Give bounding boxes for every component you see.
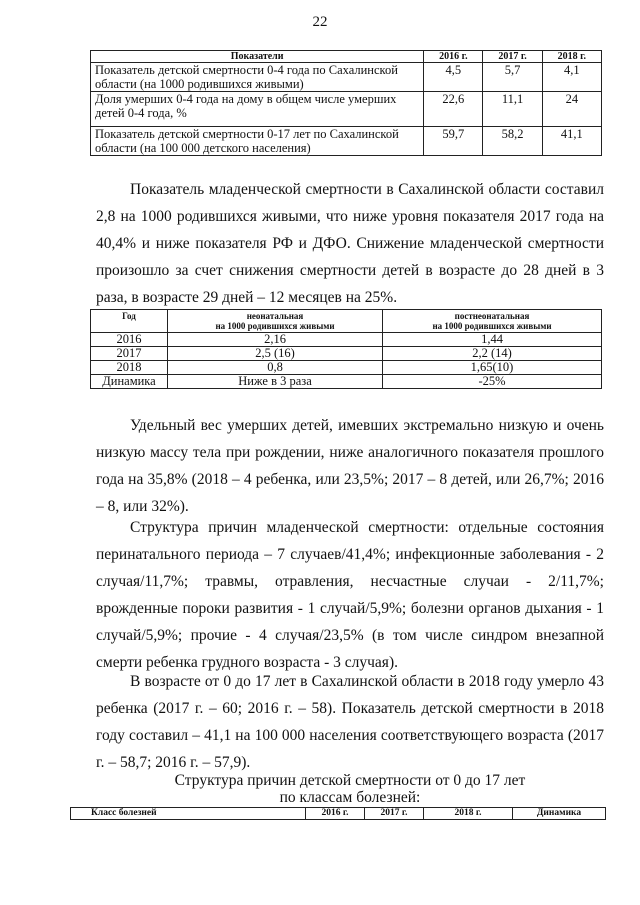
cell-year: 2018 [91, 361, 168, 375]
cell-year: Динамика [91, 375, 168, 389]
paragraph-text: Показатель младенческой смертности в Сахалинской области составил 2,8 на 1000 родившихся живыми, что ниже уровня показателя 2017 года на 40,4% и ниже показателя РФ и ДФО. Снижение младенческой смертности произошло за счет снижения смертности детей в возрасте до 28 дней в 3 раза, в возрасте 29 дней – 12 месяцев на 25%. [96, 181, 604, 306]
table-row [91, 375, 602, 389]
cell-2017: 58,2 [483, 127, 542, 156]
cell-postneonatal: 1,44 [383, 333, 602, 347]
table-header-row [71, 808, 606, 820]
paragraph-infant-mortality [96, 176, 604, 311]
header-disease-class: Класс болезней [71, 808, 306, 820]
cell-neonatal: Ниже в 3 раза [168, 375, 383, 389]
header-neonatal: неонатальная на 1000 родившихся живыми [168, 310, 383, 333]
header-dynamics: Динамика [513, 808, 606, 820]
paragraph-text: В возрасте от 0 до 17 лет в Сахалинской области в 2018 году умерло 43 ребенка (2017 г. – 60; 2016 г. – 58). Показатель детской смертности в 2018 году составил – 41,1 на 100 000 населения соответствующего возраста (2017 г. – 58,7; 2016 г. – 57,9). [96, 673, 604, 771]
table-row [91, 63, 602, 92]
header-2018: 2018 г. [424, 808, 513, 820]
paragraph-low-birth-weight [96, 412, 604, 520]
table-row [91, 92, 602, 127]
cell-postneonatal: 1,65(10) [383, 361, 602, 375]
cell-2018: 41,1 [542, 127, 601, 156]
cell-neonatal: 2,5 (16) [168, 347, 383, 361]
cell-2016: 59,7 [424, 127, 483, 156]
header-2016: 2016 г. [306, 808, 365, 820]
header-year: Год [91, 310, 168, 333]
table-header-row [91, 310, 602, 333]
cell-2016: 4,5 [424, 63, 483, 92]
row-label: Доля умерших 0-4 года на дому в общем числе умерших детей 0-4 года, % [91, 92, 424, 127]
cell-postneonatal: -25% [383, 375, 602, 389]
cell-2018: 4,1 [542, 63, 601, 92]
paragraph-text: Структура причин младенческой смертности: отдельные состояния перинатального периода – 7 случаев/41,4%; инфекционные заболевания - 2 случая/11,7%; травмы, отравления, несчастные случаи - 2/11,7%; врожденные пороки развития - 1 случай/5,9%; болезни органов дыхания - 1 случай/5,9%; прочие - 4 случая/23,5% (в том числе синдром внезапной смерти ребенка грудного возраста - 3 случая). [96, 519, 604, 671]
paragraph-child-deaths [96, 668, 604, 776]
header-2018: 2018 г. [542, 51, 601, 63]
child-mortality-indicators-table [90, 50, 602, 156]
cell-2016: 22,6 [424, 92, 483, 127]
header-2017: 2017 г. [365, 808, 424, 820]
cell-year: 2016 [91, 333, 168, 347]
table-row [91, 361, 602, 375]
header-2017: 2017 г. [483, 51, 542, 63]
cell-neonatal: 2,16 [168, 333, 383, 347]
cell-neonatal: 0,8 [168, 361, 383, 375]
header-postneonatal: постнеонатальная на 1000 родившихся живыми [383, 310, 602, 333]
table-caption [96, 772, 604, 806]
table-row [91, 127, 602, 156]
caption-line-1: Структура причин детской смертности от 0 до 17 лет [174, 772, 526, 789]
cell-2017: 11,1 [483, 92, 542, 127]
table-row [91, 333, 602, 347]
cell-year: 2017 [91, 347, 168, 361]
row-label: Показатель детской смертности 0-17 лет по Сахалинской области (на 100 000 детского населения) [91, 127, 424, 156]
header-indicators: Показатели [91, 51, 424, 63]
cell-2017: 5,7 [483, 63, 542, 92]
caption-line-2: по классам болезней: [279, 789, 421, 806]
table-header-row [91, 51, 602, 63]
paragraph-text: Удельный вес умерших детей, имевших экстремально низкую и очень низкую массу тела при рождении, ниже аналогичного показателя прошлого года на 35,8% (2018 – 4 ребенка, или 23,5%; 2017 – 8 детей, или 26,7%; 2016 – 8, или 32%). [96, 417, 604, 515]
table-row [91, 347, 602, 361]
page-number: 22 [312, 14, 328, 30]
paragraph-infant-causes [96, 514, 604, 676]
cell-postneonatal: 2,2 (14) [383, 347, 602, 361]
header-2016: 2016 г. [424, 51, 483, 63]
neonatal-mortality-table [90, 309, 602, 389]
causes-by-disease-class-table [70, 807, 606, 820]
row-label: Показатель детской смертности 0-4 года по Сахалинской области (на 1000 родившихся живыми) [91, 63, 424, 92]
cell-2018: 24 [542, 92, 601, 127]
